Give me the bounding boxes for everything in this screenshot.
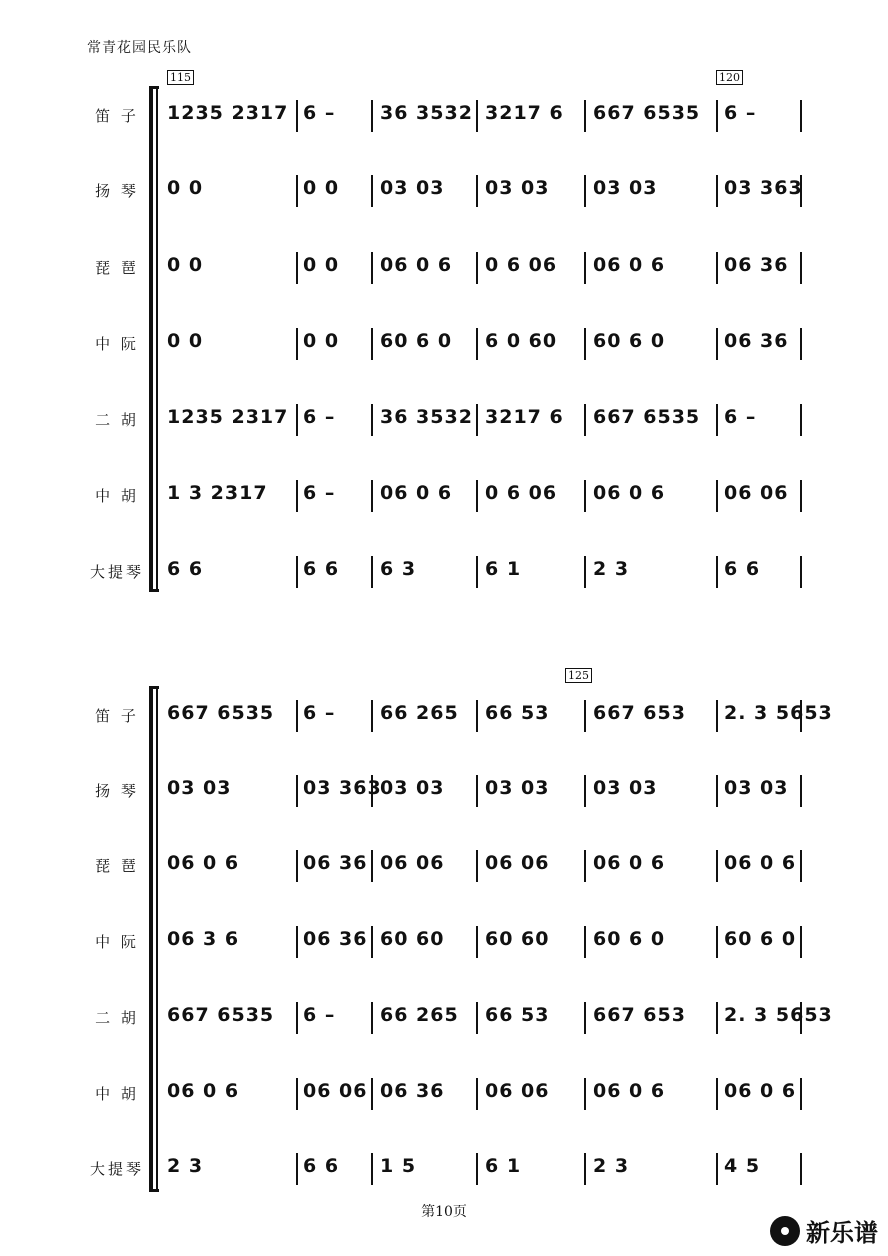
- barline: [296, 775, 298, 807]
- barline: [800, 1078, 802, 1110]
- barline: [476, 328, 478, 360]
- measure-notes: 2. 3 5653: [724, 1004, 833, 1026]
- measure-notes: 06 06: [724, 482, 789, 504]
- measure-notes: 03 363: [724, 177, 803, 199]
- measure-notes: 2 3: [593, 558, 630, 580]
- instrument-label: 中 胡: [95, 487, 139, 505]
- barline: [584, 404, 586, 436]
- measure-notes: 03 03: [485, 777, 550, 799]
- measure-notes: 667 6535: [167, 1004, 275, 1026]
- barline: [584, 1002, 586, 1034]
- measure-notes: 66 265: [380, 702, 459, 724]
- barline: [371, 1153, 373, 1185]
- measure-notes: 0 0: [167, 330, 204, 352]
- measure-notes: 66 53: [485, 702, 550, 724]
- barline: [800, 404, 802, 436]
- instrument-label: 笛 子: [95, 107, 139, 125]
- measure-notes: 06 0 6: [593, 852, 666, 874]
- measure-notes: 6 6: [303, 1155, 340, 1177]
- measure-notes: 6 3: [380, 558, 417, 580]
- measure-notes: 06 06: [485, 852, 550, 874]
- barline: [296, 252, 298, 284]
- measure-notes: 60 6 0: [593, 928, 666, 950]
- barline: [800, 480, 802, 512]
- measure-notes: 06 06: [485, 1080, 550, 1102]
- measure-notes: 0 6 06: [485, 254, 558, 276]
- barline: [476, 775, 478, 807]
- measure-notes: 667 6535: [167, 702, 275, 724]
- instrument-label: 中 阮: [95, 335, 139, 353]
- measure-notes: 06 0 6: [380, 254, 453, 276]
- measure-notes: 667 6535: [593, 406, 701, 428]
- barline: [716, 252, 718, 284]
- measure-notes: 03 03: [593, 177, 658, 199]
- barline: [800, 775, 802, 807]
- system-bracket-line: [156, 688, 158, 1190]
- barline: [371, 1078, 373, 1110]
- barline: [800, 1153, 802, 1185]
- measure-notes: 06 06: [303, 1080, 368, 1102]
- barline: [371, 556, 373, 588]
- measure-notes: 60 6 0: [593, 330, 666, 352]
- measure-notes: 0 0: [303, 330, 340, 352]
- measure-notes: 3217 6: [485, 102, 564, 124]
- measure-notes: 6 –: [303, 1004, 336, 1026]
- barline: [800, 556, 802, 588]
- measure-notes: 36 3532: [380, 102, 473, 124]
- barline: [371, 850, 373, 882]
- barline: [476, 175, 478, 207]
- score-header-title: 常青花园民乐队: [87, 40, 192, 56]
- measure-notes: 6 0 60: [485, 330, 558, 352]
- barline: [371, 480, 373, 512]
- measure-notes: 03 363: [303, 777, 382, 799]
- measure-notes: 06 0 6: [724, 1080, 797, 1102]
- barline: [296, 404, 298, 436]
- measure-notes: 1235 2317: [167, 102, 289, 124]
- instrument-label: 琵 琶: [95, 857, 139, 875]
- measure-notes: 1235 2317: [167, 406, 289, 428]
- measure-notes: 6 –: [303, 482, 336, 504]
- barline: [296, 926, 298, 958]
- measure-notes: 667 6535: [593, 102, 701, 124]
- measure-notes: 6 1: [485, 1155, 522, 1177]
- barline: [716, 100, 718, 132]
- measure-notes: 06 3 6: [167, 928, 240, 950]
- measure-notes: 3217 6: [485, 406, 564, 428]
- measure-notes: 06 36: [303, 928, 368, 950]
- measure-notes: 03 03: [593, 777, 658, 799]
- barline: [371, 926, 373, 958]
- measure-notes: 2 3: [593, 1155, 630, 1177]
- measure-notes: 0 0: [303, 177, 340, 199]
- barline: [584, 1153, 586, 1185]
- measure-notes: 66 53: [485, 1004, 550, 1026]
- barline: [371, 100, 373, 132]
- barline: [584, 175, 586, 207]
- instrument-label: 中 阮: [95, 933, 139, 951]
- measure-notes: 0 0: [167, 177, 204, 199]
- barline: [476, 404, 478, 436]
- barline: [716, 926, 718, 958]
- bracket-cap-bottom: [149, 1189, 159, 1192]
- barline: [371, 252, 373, 284]
- instrument-label: 笛 子: [95, 707, 139, 725]
- barline: [584, 926, 586, 958]
- barline: [371, 175, 373, 207]
- bracket-cap-top: [149, 686, 159, 689]
- measure-notes: 66 265: [380, 1004, 459, 1026]
- measure-notes: 06 0 6: [724, 852, 797, 874]
- measure-notes: 2 3: [167, 1155, 204, 1177]
- measure-notes: 667 653: [593, 1004, 686, 1026]
- measure-notes: 6 –: [303, 406, 336, 428]
- system-bracket: [149, 88, 153, 590]
- barline: [584, 1078, 586, 1110]
- instrument-label: 琵 琶: [95, 259, 139, 277]
- measure-notes: 60 60: [485, 928, 550, 950]
- measure-notes: 4 5: [724, 1155, 761, 1177]
- barline: [584, 850, 586, 882]
- barline: [800, 100, 802, 132]
- measure-notes: 1 5: [380, 1155, 417, 1177]
- barline: [296, 328, 298, 360]
- barline: [476, 1002, 478, 1034]
- barline: [800, 328, 802, 360]
- measure-notes: 0 0: [167, 254, 204, 276]
- instrument-label: 大提琴: [89, 1160, 144, 1178]
- measure-notes: 60 6 0: [380, 330, 453, 352]
- measure-number: 125: [565, 668, 592, 683]
- measure-notes: 03 03: [167, 777, 232, 799]
- barline: [296, 1078, 298, 1110]
- barline: [584, 480, 586, 512]
- measure-notes: 06 36: [724, 254, 789, 276]
- barline: [296, 100, 298, 132]
- barline: [476, 926, 478, 958]
- measure-notes: 03 03: [485, 177, 550, 199]
- measure-notes: 06 06: [380, 852, 445, 874]
- measure-notes: 03 03: [380, 777, 445, 799]
- barline: [296, 700, 298, 732]
- measure-notes: 6 –: [303, 102, 336, 124]
- barline: [476, 1078, 478, 1110]
- barline: [716, 1002, 718, 1034]
- barline: [716, 480, 718, 512]
- instrument-label: 扬 琴: [95, 182, 139, 200]
- barline: [476, 556, 478, 588]
- barline: [476, 100, 478, 132]
- barline: [296, 1153, 298, 1185]
- site-logo: [770, 1213, 878, 1248]
- barline: [296, 480, 298, 512]
- page-number: 第10页: [421, 1204, 467, 1220]
- barline: [371, 328, 373, 360]
- measure-notes: 667 653: [593, 702, 686, 724]
- instrument-label: 中 胡: [95, 1085, 139, 1103]
- barline: [716, 1153, 718, 1185]
- barline: [476, 480, 478, 512]
- barline: [800, 252, 802, 284]
- record-disc-icon: [770, 1216, 800, 1246]
- barline: [296, 1002, 298, 1034]
- measure-notes: 0 0: [303, 254, 340, 276]
- measure-number: 120: [716, 70, 743, 85]
- measure-notes: 36 3532: [380, 406, 473, 428]
- system-bracket: [149, 688, 153, 1190]
- barline: [716, 404, 718, 436]
- bracket-cap-bottom: [149, 589, 159, 592]
- barline: [371, 404, 373, 436]
- barline: [716, 556, 718, 588]
- instrument-label: 扬 琴: [95, 782, 139, 800]
- measure-notes: 06 0 6: [593, 1080, 666, 1102]
- barline: [716, 700, 718, 732]
- barline: [716, 850, 718, 882]
- measure-notes: 06 0 6: [593, 254, 666, 276]
- barline: [476, 700, 478, 732]
- measure-notes: 6 –: [724, 102, 757, 124]
- barline: [716, 775, 718, 807]
- measure-notes: 06 0 6: [593, 482, 666, 504]
- measure-notes: 2. 3 5653: [724, 702, 833, 724]
- measure-notes: 6 1: [485, 558, 522, 580]
- barline: [296, 556, 298, 588]
- instrument-label: 二 胡: [95, 1009, 139, 1027]
- barline: [296, 175, 298, 207]
- barline: [296, 850, 298, 882]
- measure-notes: 6 –: [303, 702, 336, 724]
- barline: [584, 775, 586, 807]
- barline: [584, 328, 586, 360]
- measure-notes: 1 3 2317: [167, 482, 268, 504]
- measure-notes: 06 0 6: [167, 852, 240, 874]
- barline: [584, 100, 586, 132]
- instrument-label: 大提琴: [89, 563, 144, 581]
- barline: [716, 328, 718, 360]
- barline: [716, 1078, 718, 1110]
- measure-notes: 03 03: [380, 177, 445, 199]
- logo-text: 新乐谱: [806, 1219, 878, 1247]
- measure-notes: 06 36: [380, 1080, 445, 1102]
- measure-notes: 03 03: [724, 777, 789, 799]
- measure-number: 115: [167, 70, 194, 85]
- barline: [716, 175, 718, 207]
- measure-notes: 06 0 6: [380, 482, 453, 504]
- measure-notes: 60 60: [380, 928, 445, 950]
- barline: [476, 252, 478, 284]
- measure-notes: 06 36: [724, 330, 789, 352]
- barline: [800, 926, 802, 958]
- barline: [584, 252, 586, 284]
- measure-notes: 06 0 6: [167, 1080, 240, 1102]
- measure-notes: 6 6: [724, 558, 761, 580]
- measure-notes: 6 –: [724, 406, 757, 428]
- barline: [371, 700, 373, 732]
- barline: [371, 1002, 373, 1034]
- measure-notes: 06 36: [303, 852, 368, 874]
- bracket-cap-top: [149, 86, 159, 89]
- barline: [800, 850, 802, 882]
- instrument-label: 二 胡: [95, 411, 139, 429]
- measure-notes: 60 6 0: [724, 928, 797, 950]
- barline: [476, 850, 478, 882]
- measure-notes: 0 6 06: [485, 482, 558, 504]
- measure-notes: 6 6: [303, 558, 340, 580]
- barline: [584, 556, 586, 588]
- barline: [584, 700, 586, 732]
- measure-notes: 6 6: [167, 558, 204, 580]
- barline: [476, 1153, 478, 1185]
- system-bracket-line: [156, 88, 158, 590]
